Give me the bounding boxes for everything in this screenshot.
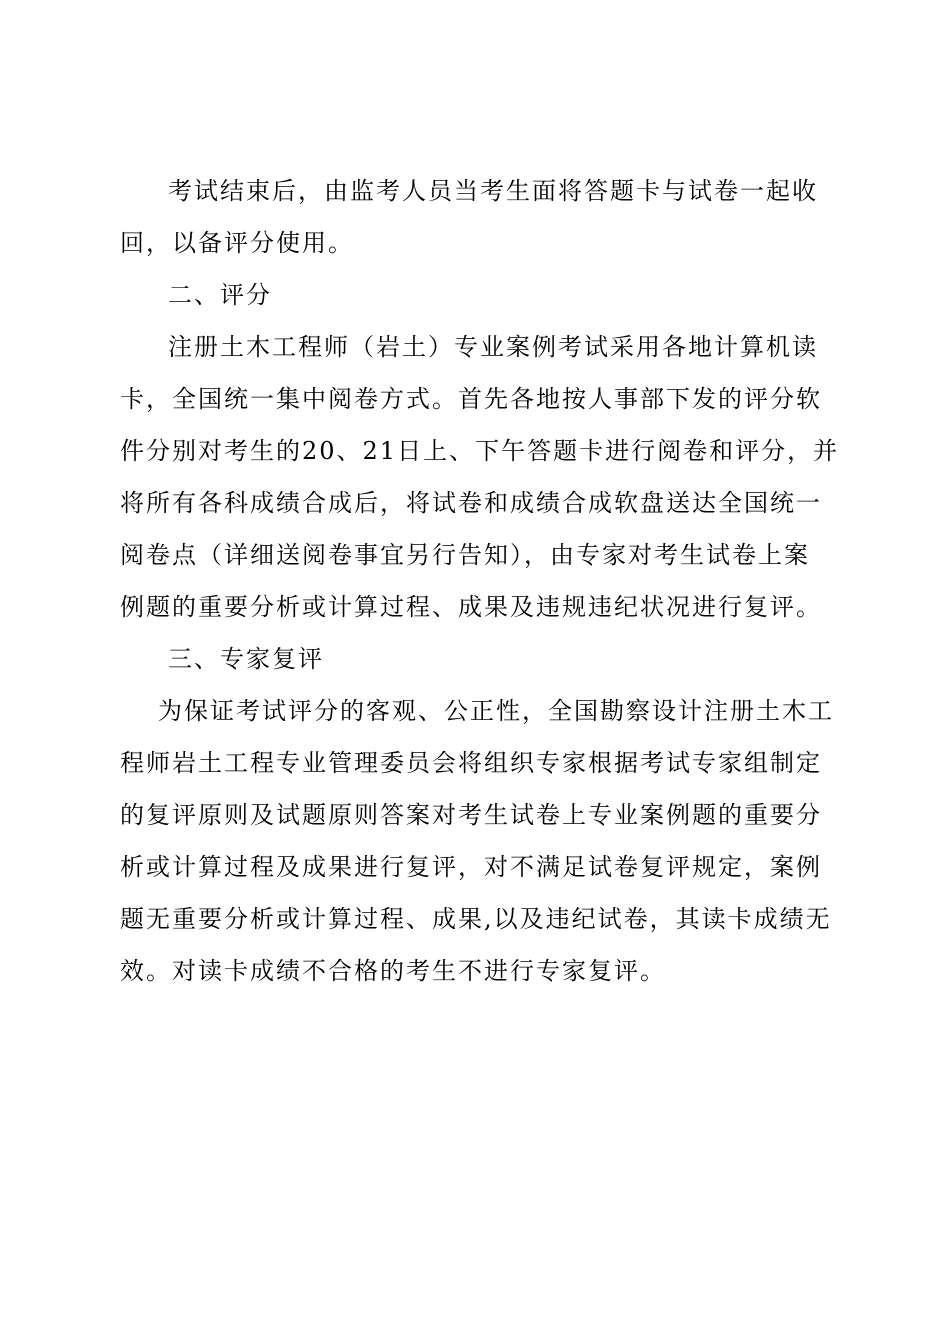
paragraph-line: 效。对读卡成绩不合格的考生不进行专家复评。 xyxy=(120,957,666,985)
paragraph-line: 将所有各科成绩合成后，将试卷和成绩合成软盘送达全国统一 xyxy=(120,489,822,517)
paragraph-line: 阅卷点（详细送阅卷事宜另行告知），由专家对考生试卷上案 xyxy=(120,541,810,569)
paragraph-line: 卡，全国统一集中阅卷方式。首先各地按人事部下发的评分软 xyxy=(120,385,822,413)
paragraph-line: 析或计算过程及成果进行复评，对不满足试卷复评规定，案例 xyxy=(120,853,822,881)
paragraph-line: 件分别对考生的20、21日上、下午答题卡进行阅卷和评分，并 xyxy=(120,437,840,465)
paragraph-line: 的复评原则及试题原则答案对考生试卷上专业案例题的重要分 xyxy=(120,801,822,829)
paragraph-line: 为保证考试评分的客观、公正性，全国勘察设计注册土木工 xyxy=(158,697,834,725)
section-heading: 二、评分 xyxy=(168,281,272,309)
section-heading: 三、专家复评 xyxy=(168,645,324,673)
paragraph-line: 程师岩土工程专业管理委员会将组织专家根据考试专家组制定 xyxy=(120,749,822,777)
paragraph-line: 考试结束后，由监考人员当考生面将答题卡与试卷一起收 xyxy=(168,177,818,205)
paragraph-line: 回，以备评分使用。 xyxy=(120,229,354,257)
paragraph-line: 注册土木工程师（岩土）专业案例考试采用各地计算机读 xyxy=(168,333,818,361)
paragraph-line: 例题的重要分析或计算过程、成果及违规违纪状况进行复评。 xyxy=(120,593,822,621)
paragraph-line: 题无重要分析或计算过程、成果,以及违纪试卷，其读卡成绩无 xyxy=(120,905,832,933)
